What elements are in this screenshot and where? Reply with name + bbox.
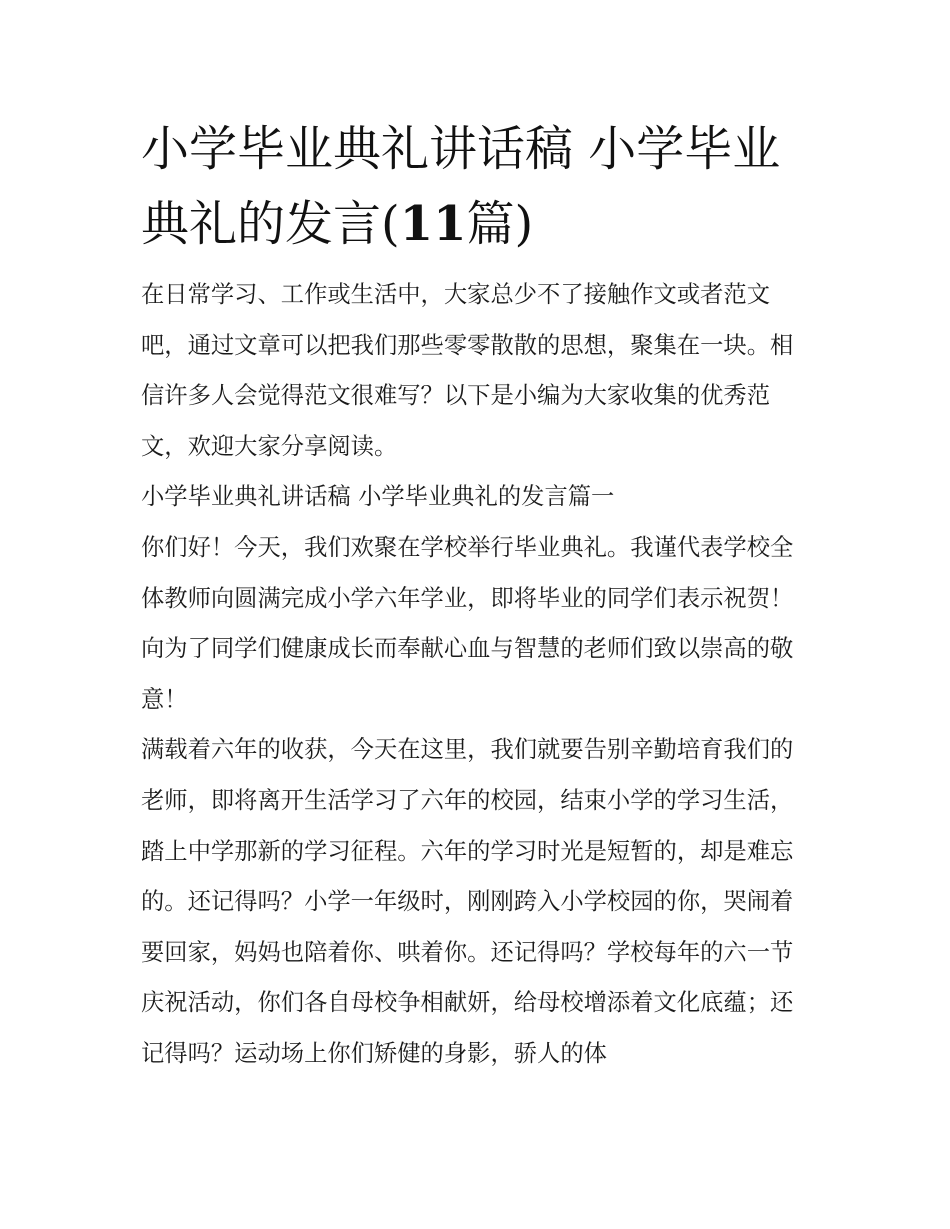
document-content	[141, 112, 813, 1080]
document-title	[141, 112, 813, 262]
section-heading: 小学毕业典礼讲话稿 小学毕业典礼的发言篇一	[141, 483, 615, 511]
memories-paragraph: 满载着六年的收获，今天在这里，我们就要告别辛勤培育我们的老师，即将离开生活学习了六年的校园，结束小学的学习生活，踏上中学那新的学习征程。六年的学习时光是短暂的，却是难忘的。还记得吗？小学一年级时，刚刚跨入小学校园的你，哭闹着要回家，妈妈也陪着你、哄着你。还记得吗？学校每年的六一节庆祝活动，你们各自母校争相献妍，给母校增添着文化底蕴；还记得吗？运动场上你们矫健的身影，骄人的体	[141, 736, 794, 1067]
title-count: 11	[399, 196, 467, 252]
title-text-before: 小学毕业典礼讲话稿 小学毕业典礼的发言(	[141, 121, 781, 252]
greeting-paragraph: 你们好！今天，我们欢聚在学校举行毕业典礼。我谨代表学校全体教师向圆满完成小学六年学业，即将毕业的同学们表示祝贺！向为了同学们健康成长而奉献心血与智慧的老师们致以崇高的敬意！	[141, 533, 794, 713]
intro-paragraph: 在日常学习、工作或生活中，大家总少不了接触作文或者范文吧，通过文章可以把我们那些零零散散的思想，聚集在一块。相信许多人会觉得范文很难写？以下是小编为大家收集的优秀范文，欢迎大家分享阅读。	[141, 281, 794, 460]
title-text-after: 篇)	[466, 196, 534, 252]
document-body	[141, 270, 813, 1080]
